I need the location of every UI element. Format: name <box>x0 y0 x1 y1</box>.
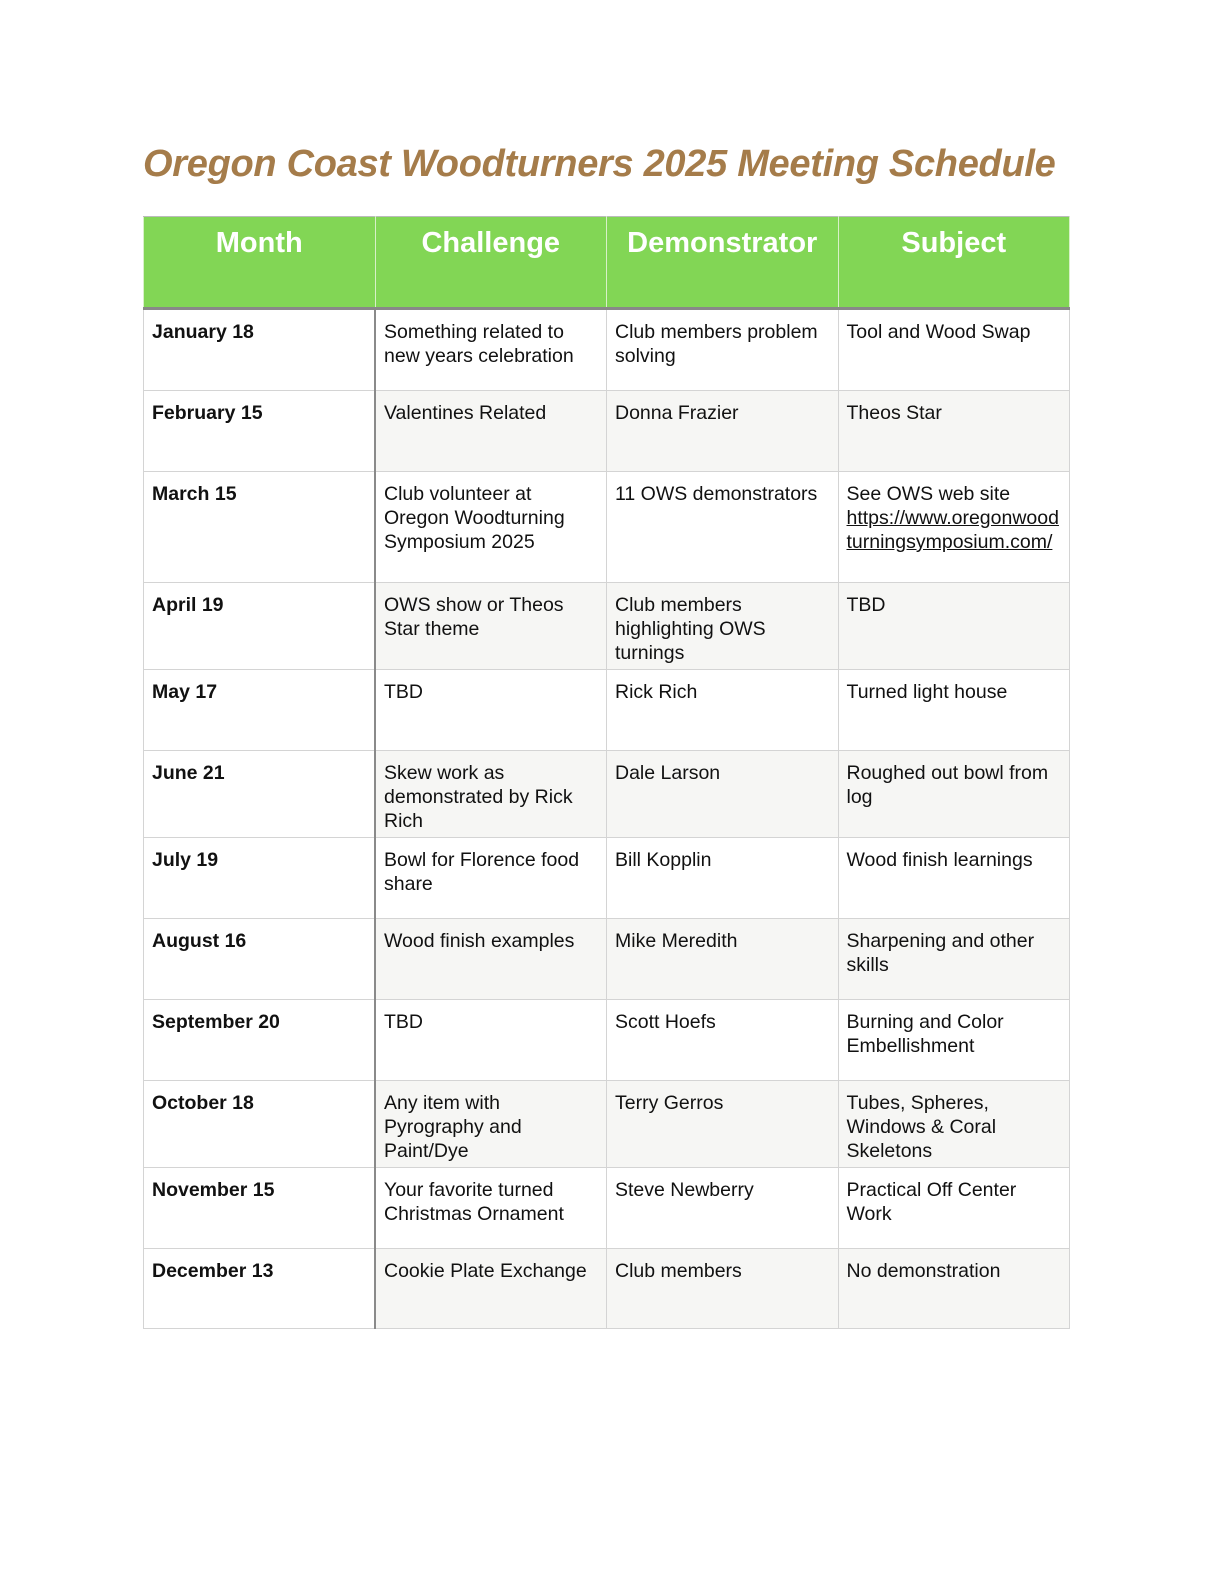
table-row <box>144 309 1070 391</box>
challenge-text: Any item with Pyrography and Paint/Dye <box>384 1092 522 1162</box>
header-demonstrator: Demonstrator <box>607 217 839 309</box>
table-row <box>144 1168 1070 1249</box>
table-row <box>144 919 1070 1000</box>
challenge-text: Your favorite turned Christmas Ornament <box>384 1179 564 1225</box>
demonstrator-text: Mike Meredith <box>615 930 738 952</box>
challenge-text: TBD <box>384 1011 423 1033</box>
cell-demonstrator <box>607 472 839 583</box>
cell-challenge <box>375 751 607 838</box>
cell-month <box>144 1168 376 1249</box>
header-row <box>144 217 1070 309</box>
demonstrator-text: Steve Newberry <box>615 1179 754 1201</box>
cell-demonstrator <box>607 1249 839 1329</box>
challenge-text: TBD <box>384 681 423 703</box>
cell-challenge <box>375 309 607 391</box>
month-text: December 13 <box>152 1260 274 1282</box>
month-text: August 16 <box>152 930 247 952</box>
subject-text: Wood finish learnings <box>846 849 1033 871</box>
cell-subject <box>838 391 1070 472</box>
cell-month <box>144 1081 376 1168</box>
subject-text: Theos Star <box>846 402 942 424</box>
table-row <box>144 1249 1070 1329</box>
cell-month <box>144 919 376 1000</box>
cell-month <box>144 472 376 583</box>
challenge-text: OWS show or Theos Star theme <box>384 594 564 640</box>
cell-subject <box>838 1081 1070 1168</box>
cell-subject <box>838 1249 1070 1329</box>
challenge-text: Club volunteer at Oregon Woodturning Symposium 2025 <box>384 483 565 553</box>
cell-demonstrator <box>607 309 839 391</box>
cell-demonstrator <box>607 391 839 472</box>
table-row <box>144 391 1070 472</box>
demonstrator-text: Donna Frazier <box>615 402 739 424</box>
month-text: May 17 <box>152 681 218 703</box>
cell-challenge <box>375 919 607 1000</box>
month-text: March 15 <box>152 483 237 505</box>
month-text: June 21 <box>152 762 225 784</box>
header-challenge: Challenge <box>375 217 607 309</box>
subject-text: No demonstration <box>846 1260 1001 1282</box>
demonstrator-text: Club members problem solving <box>615 321 818 367</box>
subject-text: Sharpening and other skills <box>846 930 1035 976</box>
ows-website-link[interactable]: https://www.oregonwoodturningsymposium.com/ <box>846 507 1059 553</box>
cell-demonstrator <box>607 583 839 670</box>
cell-challenge <box>375 1249 607 1329</box>
challenge-text: Wood finish examples <box>384 930 575 952</box>
cell-month <box>144 1249 376 1329</box>
demonstrator-text: Scott Hoefs <box>615 1011 716 1033</box>
cell-demonstrator <box>607 670 839 751</box>
cell-month <box>144 751 376 838</box>
cell-demonstrator <box>607 751 839 838</box>
table-row <box>144 1000 1070 1081</box>
month-text: November 15 <box>152 1179 275 1201</box>
demonstrator-text: Bill Kopplin <box>615 849 712 871</box>
cell-challenge <box>375 670 607 751</box>
table-row <box>144 838 1070 919</box>
demonstrator-text: Dale Larson <box>615 762 721 784</box>
cell-challenge <box>375 838 607 919</box>
month-text: July 19 <box>152 849 219 871</box>
cell-month <box>144 1000 376 1081</box>
table-row <box>144 472 1070 583</box>
header-month: Month <box>144 217 376 309</box>
cell-challenge <box>375 1081 607 1168</box>
cell-month <box>144 391 376 472</box>
cell-challenge <box>375 472 607 583</box>
cell-subject <box>838 751 1070 838</box>
table-row <box>144 670 1070 751</box>
cell-demonstrator <box>607 1168 839 1249</box>
challenge-text: Bowl for Florence food share <box>384 849 580 895</box>
month-text: February 15 <box>152 402 263 424</box>
table-row <box>144 1081 1070 1168</box>
cell-subject <box>838 309 1070 391</box>
page-title: Oregon Coast Woodturners 2025 Meeting Schedule <box>143 143 1056 185</box>
cell-challenge <box>375 583 607 670</box>
cell-subject <box>838 472 1070 583</box>
subject-text: Burning and Color Embellishment <box>846 1011 1004 1057</box>
cell-subject <box>838 919 1070 1000</box>
demonstrator-text: Club members highlighting OWS turnings <box>615 594 766 664</box>
schedule-table <box>143 216 1070 1329</box>
cell-month <box>144 583 376 670</box>
cell-challenge <box>375 1168 607 1249</box>
month-text: January 18 <box>152 321 254 343</box>
challenge-text: Something related to new years celebration <box>384 321 574 367</box>
cell-demonstrator <box>607 919 839 1000</box>
challenge-text: Cookie Plate Exchange <box>384 1260 587 1282</box>
subject-text: Tubes, Spheres, Windows & Coral Skeletons <box>846 1092 997 1162</box>
cell-demonstrator <box>607 838 839 919</box>
cell-subject <box>838 1000 1070 1081</box>
demonstrator-text: Club members <box>615 1260 742 1282</box>
cell-month <box>144 670 376 751</box>
cell-challenge <box>375 391 607 472</box>
cell-month <box>144 838 376 919</box>
demonstrator-text: Terry Gerros <box>615 1092 724 1114</box>
cell-subject <box>838 838 1070 919</box>
subject-text: See OWS web site <box>846 483 1011 505</box>
cell-demonstrator <box>607 1081 839 1168</box>
challenge-text: Valentines Related <box>384 402 547 424</box>
subject-text: Practical Off Center Work <box>846 1179 1017 1225</box>
demonstrator-text: 11 OWS demonstrators <box>615 483 818 505</box>
month-text: October 18 <box>152 1092 254 1114</box>
cell-challenge <box>375 1000 607 1081</box>
subject-text: Roughed out bowl from log <box>846 762 1049 808</box>
subject-text: TBD <box>846 594 886 616</box>
month-text: April 19 <box>152 594 224 616</box>
cell-subject <box>838 583 1070 670</box>
header-subject: Subject <box>838 217 1070 309</box>
table-row <box>144 751 1070 838</box>
challenge-text: Skew work as demonstrated by Rick Rich <box>384 762 573 832</box>
demonstrator-text: Rick Rich <box>615 681 698 703</box>
cell-month <box>144 309 376 391</box>
subject-text: Tool and Wood Swap <box>846 321 1031 343</box>
table-row <box>144 583 1070 670</box>
cell-demonstrator <box>607 1000 839 1081</box>
month-text: September 20 <box>152 1011 280 1033</box>
subject-text: Turned light house <box>846 681 1008 703</box>
cell-subject <box>838 1168 1070 1249</box>
cell-subject <box>838 670 1070 751</box>
